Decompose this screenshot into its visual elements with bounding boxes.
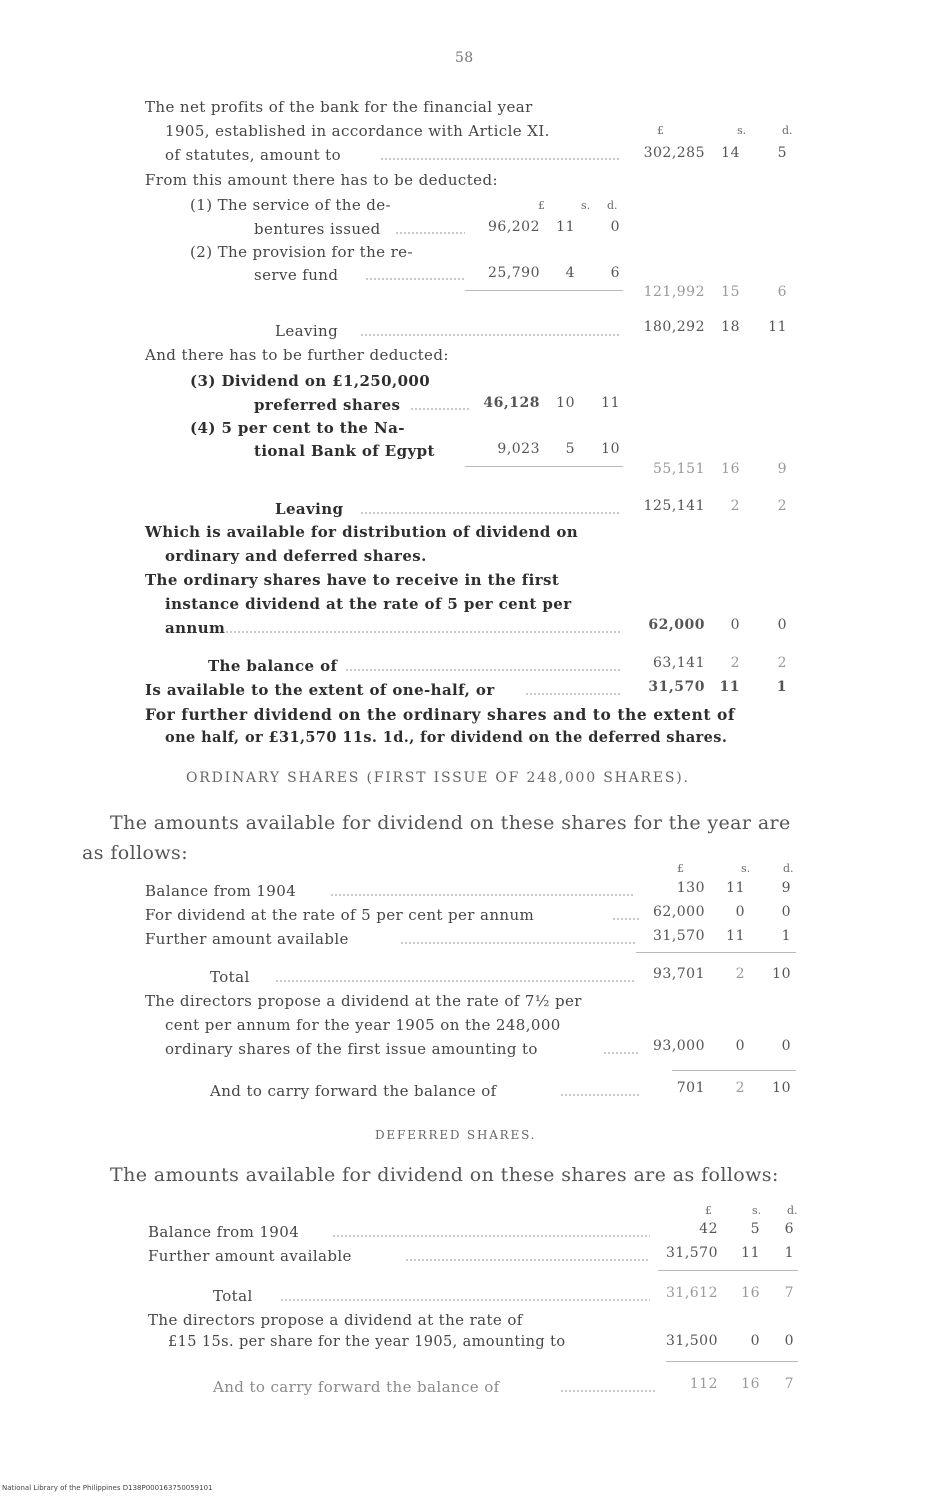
- ordinary-further-amount-shillings: 11: [726, 928, 745, 944]
- net-profit-pence: 5: [777, 145, 787, 161]
- ordinary-carry-forward-label: And to carry forward the balance of: [210, 1082, 497, 1100]
- deferred-shares-heading: DEFERRED SHARES.: [375, 1128, 537, 1142]
- leader-dots: [395, 232, 465, 234]
- deduction-1-line-1: (1) The service of the de-: [190, 196, 392, 214]
- one-half-shillings: 11: [719, 679, 740, 695]
- ordinary-balance-1904-pounds: 130: [676, 880, 705, 896]
- deduction-2-line-1: (2) The provision for the re-: [190, 243, 413, 261]
- deductions-total-shillings: 15: [721, 284, 740, 300]
- ordinary-total-pounds: 93,701: [653, 966, 705, 982]
- leader-dots: [365, 278, 465, 280]
- deferred-proposal-line-2: £15 15s. per share for the year 1905, amounting to: [168, 1334, 566, 1350]
- sub-head-pence: d.: [607, 199, 618, 212]
- deferred-balance-1904-label: Balance from 1904: [148, 1223, 300, 1241]
- ordinary-further-amount-pence: 1: [781, 928, 791, 944]
- col-head-shillings: s.: [752, 1204, 762, 1217]
- col-head-shillings: s.: [741, 862, 751, 875]
- net-profit-pounds: 302,285: [643, 145, 705, 161]
- sum-rule: [465, 290, 623, 291]
- national-bank-shillings: 5: [565, 441, 575, 457]
- leader-dots: [410, 408, 470, 410]
- deferred-carry-forward-label: And to carry forward the balance of: [213, 1378, 500, 1396]
- deferred-balance-1904-shillings: 5: [750, 1221, 760, 1237]
- leaving-pence: 11: [768, 319, 787, 335]
- leaving-shillings: 18: [721, 319, 740, 335]
- net-profits-line-3: of statutes, amount to: [165, 146, 342, 164]
- ordinary-proposal-shillings: 0: [735, 1038, 745, 1054]
- deferred-carry-forward-shillings: 16: [741, 1376, 760, 1392]
- balance-pence: 2: [777, 655, 787, 671]
- deferred-balance-1904-pounds: 42: [699, 1221, 718, 1237]
- deduction-4-line-1: (4) 5 per cent to the Na-: [190, 419, 405, 437]
- ordinary-first-line-2: instance dividend at the rate of 5 per cent per: [165, 595, 572, 613]
- deferred-proposal-pounds: 31,500: [666, 1333, 718, 1349]
- deferred-total-label: Total: [213, 1287, 253, 1305]
- leader-dots: [225, 631, 620, 633]
- sum-rule: [636, 952, 796, 953]
- availability-line-2: ordinary and deferred shares.: [165, 547, 427, 565]
- balance-label: The balance of: [208, 657, 338, 675]
- deductions-total-pence: 6: [777, 284, 787, 300]
- leader-dots: [275, 980, 635, 982]
- deduction-3-line-2: preferred shares: [254, 396, 401, 414]
- ordinary-further-amount-label: Further amount available: [145, 930, 349, 948]
- leader-dots: [380, 158, 620, 160]
- deferred-carry-forward-pounds: 112: [689, 1376, 718, 1392]
- leader-dots: [560, 1390, 655, 1392]
- ordinary-intro-line-1: The amounts available for dividend on these shares for the year are: [110, 812, 791, 834]
- col-head-pounds: £: [677, 862, 684, 875]
- leaving-pounds: 180,292: [643, 319, 705, 335]
- ordinary-five-percent-pounds: 62,000: [653, 904, 705, 920]
- leaving-2-shillings: 2: [730, 498, 740, 514]
- net-profits-line-2: 1905, established in accordance with Article XI.: [165, 122, 550, 140]
- national-bank-pounds: 9,023: [497, 441, 540, 457]
- deferred-further-amount-pence: 1: [784, 1245, 794, 1261]
- reserve-fund-pounds: 25,790: [488, 265, 540, 281]
- deductions-total-pounds: 121,992: [643, 284, 705, 300]
- reserve-fund-pence: 6: [610, 265, 620, 281]
- sub-head-shillings: s.: [581, 199, 591, 212]
- deduction-3-line-1: (3) Dividend on £1,250,000: [190, 372, 431, 390]
- leaving-label: Leaving: [275, 322, 339, 340]
- leaving-2-pence: 2: [777, 498, 787, 514]
- balance-pounds: 63,141: [653, 655, 705, 671]
- ordinary-proposal-line-3: ordinary shares of the first issue amounting to: [165, 1040, 538, 1058]
- col-head-shillings: s.: [737, 124, 747, 137]
- further-deductions-total-pounds: 55,151: [653, 461, 705, 477]
- preferred-dividend-pence: 11: [601, 395, 620, 411]
- deferred-total-pounds: 31,612: [666, 1285, 718, 1301]
- ordinary-proposal-line-1: The directors propose a dividend at the rate of 7½ per: [145, 992, 582, 1010]
- net-profits-line-1: The net profits of the bank for the financial year: [145, 98, 533, 116]
- col-head-pence: d.: [783, 862, 794, 875]
- sum-rule: [672, 1070, 796, 1071]
- ordinary-total-pence: 10: [772, 966, 791, 982]
- leaving-label-2: Leaving: [275, 500, 344, 518]
- ordinary-balance-1904-shillings: 11: [726, 880, 745, 896]
- col-head-pence: d.: [782, 124, 793, 137]
- ordinary-further-amount-pounds: 31,570: [653, 928, 705, 944]
- one-half-pounds: 31,570: [648, 679, 705, 695]
- col-head-pounds: £: [657, 124, 664, 137]
- col-head-pence: d.: [787, 1204, 798, 1217]
- reserve-fund-shillings: 4: [565, 265, 575, 281]
- ordinary-intro-line-2: as follows:: [82, 842, 188, 864]
- ordinary-proposal-pounds: 93,000: [653, 1038, 705, 1054]
- deferred-further-amount-label: Further amount available: [148, 1247, 352, 1265]
- one-half-label: Is available to the extent of one-half, or: [145, 681, 495, 699]
- deduction-1-line-2: bentures issued: [254, 220, 381, 238]
- leader-dots: [360, 334, 620, 336]
- further-deductions-total-shillings: 16: [721, 461, 740, 477]
- leader-dots: [330, 894, 635, 896]
- deferred-total-shillings: 16: [741, 1285, 760, 1301]
- ordinary-proposal-line-2: cent per annum for the year 1905 on the 248,000: [165, 1016, 561, 1034]
- deferred-proposal-pence: 0: [784, 1333, 794, 1349]
- deferred-proposal-shillings: 0: [750, 1333, 760, 1349]
- preferred-dividend-shillings: 10: [556, 395, 575, 411]
- deduction-2-line-2: serve fund: [254, 266, 339, 284]
- availability-line-1: Which is available for distribution of dividend on: [145, 523, 579, 541]
- leaving-2-pounds: 125,141: [643, 498, 705, 514]
- sum-rule: [658, 1270, 798, 1271]
- leader-dots: [280, 1299, 650, 1301]
- ordinary-total-label: Total: [210, 968, 250, 986]
- ordinary-first-line-3: annum: [165, 619, 226, 637]
- further-deduction-intro: And there has to be further deducted:: [145, 346, 449, 364]
- leader-dots: [345, 669, 620, 671]
- page-number: 58: [455, 50, 474, 66]
- library-footer: National Library of the Philippines D138P000163750059101: [2, 1484, 213, 1492]
- deferred-further-amount-pounds: 31,570: [666, 1245, 718, 1261]
- further-dividend-line-2: one half, or £31,570 11s. 1d., for dividend on the deferred shares.: [165, 729, 728, 746]
- balance-shillings: 2: [730, 655, 740, 671]
- ordinary-first-pence: 0: [777, 617, 787, 633]
- leader-dots: [400, 942, 635, 944]
- leader-dots: [360, 512, 620, 514]
- deferred-intro: The amounts available for dividend on these shares are as follows:: [110, 1164, 779, 1186]
- ordinary-five-percent-label: For dividend at the rate of 5 per cent per annum: [145, 906, 535, 924]
- ordinary-carry-forward-shillings: 2: [735, 1080, 745, 1096]
- leader-dots: [560, 1094, 640, 1096]
- ordinary-five-percent-pence: 0: [781, 904, 791, 920]
- deferred-total-pence: 7: [784, 1285, 794, 1301]
- debentures-pence: 0: [610, 219, 620, 235]
- sub-head-pounds: £: [538, 199, 545, 212]
- debentures-shillings: 11: [556, 219, 575, 235]
- ordinary-balance-1904-label: Balance from 1904: [145, 882, 297, 900]
- ordinary-balance-1904-pence: 9: [781, 880, 791, 896]
- sum-rule: [465, 466, 623, 467]
- col-head-pounds: £: [705, 1204, 712, 1217]
- ordinary-first-pounds: 62,000: [648, 617, 705, 633]
- deduction-4-line-2: tional Bank of Egypt: [254, 442, 435, 460]
- deduction-intro: From this amount there has to be deducted:: [145, 171, 498, 189]
- ordinary-first-line-1: The ordinary shares have to receive in the first: [145, 571, 560, 589]
- leader-dots: [525, 693, 620, 695]
- ordinary-total-shillings: 2: [735, 966, 745, 982]
- debentures-pounds: 96,202: [488, 219, 540, 235]
- further-dividend-line-1: For further dividend on the ordinary shares and to the extent of: [145, 705, 736, 724]
- leader-dots: [405, 1259, 650, 1261]
- deferred-further-amount-shillings: 11: [741, 1245, 760, 1261]
- ordinary-proposal-pence: 0: [781, 1038, 791, 1054]
- leader-dots: [332, 1235, 650, 1237]
- preferred-dividend-pounds: 46,128: [483, 395, 540, 411]
- net-profit-shillings: 14: [721, 145, 740, 161]
- further-deductions-total-pence: 9: [777, 461, 787, 477]
- ordinary-carry-forward-pence: 10: [772, 1080, 791, 1096]
- one-half-pence: 1: [776, 679, 787, 695]
- deferred-carry-forward-pence: 7: [784, 1376, 794, 1392]
- ordinary-five-percent-shillings: 0: [735, 904, 745, 920]
- deferred-balance-1904-pence: 6: [784, 1221, 794, 1237]
- national-bank-pence: 10: [601, 441, 620, 457]
- ordinary-carry-forward-pounds: 701: [676, 1080, 705, 1096]
- deferred-proposal-line-1: The directors propose a dividend at the rate of: [148, 1311, 523, 1329]
- ordinary-first-shillings: 0: [730, 617, 740, 633]
- ordinary-shares-heading: ORDINARY SHARES (FIRST ISSUE OF 248,000 SHARES).: [186, 770, 690, 786]
- sum-rule: [666, 1361, 798, 1362]
